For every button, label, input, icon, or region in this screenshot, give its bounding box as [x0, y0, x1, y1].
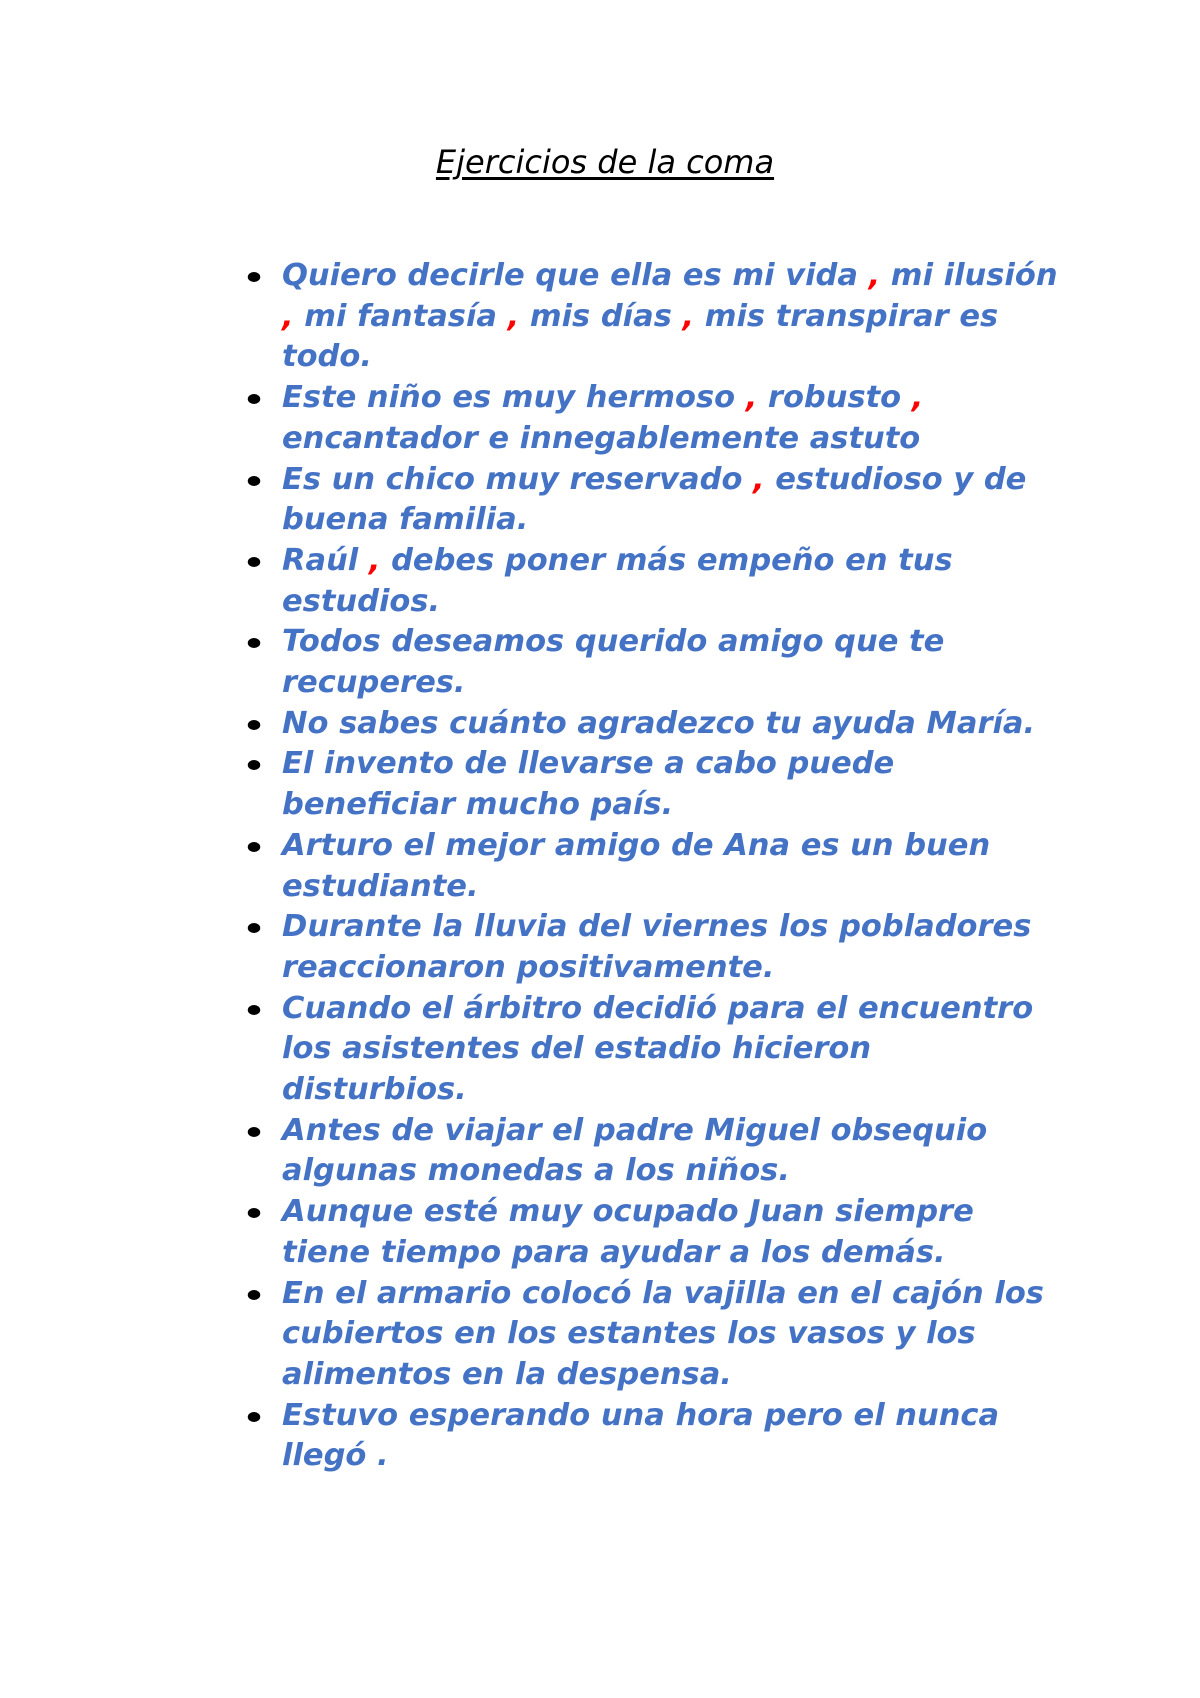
exercise-text: Todos deseamos querido amigo que te recuperes.: [282, 624, 945, 701]
highlighted-comma: ,: [368, 542, 381, 578]
bullet-icon: [248, 842, 261, 852]
exercise-item: [250, 704, 1060, 745]
exercise-text: Arturo el mejor amigo de Ana es un buen estudiante.: [282, 827, 991, 904]
exercise-text: estudioso y de buena familia.: [282, 461, 1027, 538]
highlighted-comma: ,: [682, 298, 695, 334]
exercise-item: [250, 1192, 1060, 1273]
highlighted-comma: ,: [911, 380, 924, 416]
bullet-icon: [248, 1005, 261, 1015]
exercise-item: [250, 622, 1060, 703]
document-title: [0, 142, 1200, 182]
exercise-text: Antes de viajar el padre Miguel obsequio algunas monedas a los niños.: [282, 1112, 988, 1189]
exercise-item: [250, 1111, 1060, 1192]
highlighted-comma: ,: [745, 380, 758, 416]
highlighted-comma: ,: [507, 298, 520, 334]
exercise-text: Quiero decirle que ella es mi vida: [282, 258, 869, 293]
exercise-item: [250, 826, 1060, 907]
exercise-text: debes poner más empeño en tus estudios.: [282, 542, 953, 619]
exercise-text: mi fantasía: [293, 298, 508, 334]
exercise-item: [250, 1396, 1060, 1477]
bullet-icon: [248, 760, 261, 770]
exercise-text: mis transpirar es todo.: [282, 298, 999, 375]
exercise-text: Estuvo esperando una hora pero el nunca llegó .: [282, 1397, 1000, 1474]
exercise-item: [250, 989, 1060, 1111]
exercise-text: encantador e innegablemente astuto: [282, 420, 921, 456]
exercise-text: En el armario colocó la vajilla en el cajón los cubiertos en los estantes los vasos y los alimentos en la despensa.: [282, 1275, 1044, 1392]
bullet-icon: [248, 557, 261, 567]
bullet-icon: [248, 476, 261, 486]
document-title-text: Ejercicios de la coma: [435, 143, 775, 181]
exercise-item: [250, 460, 1060, 541]
bullet-icon: [248, 1412, 261, 1422]
exercise-text: mis días: [519, 298, 683, 334]
exercise-text: mi ilusión: [880, 258, 1058, 293]
bullet-icon: [248, 638, 261, 648]
exercise-item: [250, 378, 1060, 459]
exercise-item: [250, 744, 1060, 825]
bullet-icon: [248, 923, 261, 933]
exercise-text: Durante la lluvia del viernes los pobladores reaccionaron positivamente.: [282, 909, 1032, 985]
exercise-text: Este niño es muy hermoso: [282, 380, 746, 416]
exercise-item: [250, 1274, 1060, 1396]
highlighted-comma: ,: [868, 258, 881, 293]
exercise-text: robusto: [757, 380, 912, 416]
exercise-text: Cuando el árbitro decidió para el encuentro los asistentes del estadio hicieron disturbios.: [282, 990, 1034, 1108]
highlighted-comma: ,: [282, 298, 294, 334]
exercise-list: [250, 256, 1060, 1477]
bullet-icon: [248, 1127, 261, 1137]
highlighted-comma: ,: [753, 461, 765, 497]
exercise-item: [250, 541, 1060, 622]
exercise-item: [250, 907, 1060, 988]
exercise-text: El invento de llevarse a cabo puede beneficiar mucho país.: [282, 746, 895, 823]
exercise-item: [250, 256, 1060, 378]
bullet-icon: [248, 1208, 261, 1218]
bullet-icon: [248, 1290, 261, 1300]
bullet-icon: [248, 394, 261, 404]
exercise-text: Raúl: [282, 542, 369, 578]
bullet-icon: [248, 720, 261, 730]
exercise-text: Aunque esté muy ocupado Juan siempre tiene tiempo para ayudar a los demás.: [282, 1194, 974, 1270]
exercise-text: Es un chico muy reservado: [282, 461, 754, 497]
bullet-icon: [248, 272, 261, 282]
exercise-text: No sabes cuánto agradezco tu ayuda María.: [282, 705, 1036, 741]
